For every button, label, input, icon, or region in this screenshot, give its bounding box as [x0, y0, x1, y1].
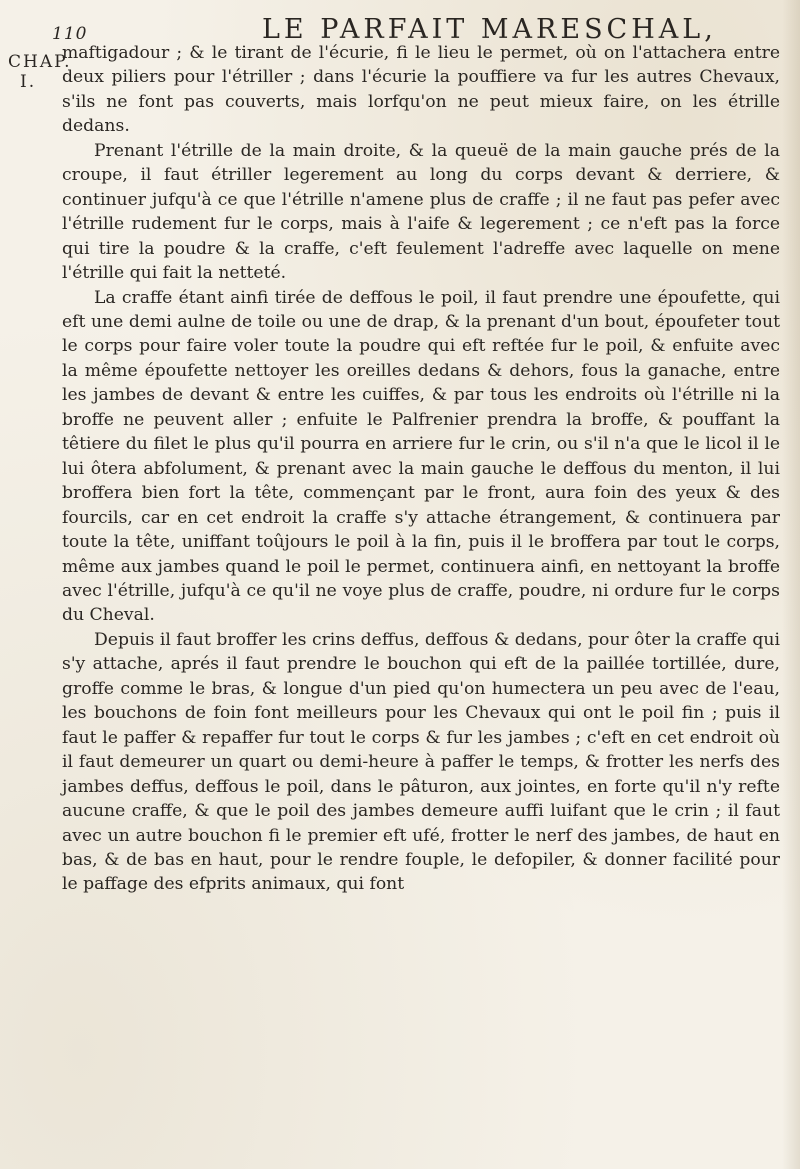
- margin-chapter-number: I.: [20, 72, 37, 92]
- margin-chapter-note: [8, 52, 72, 92]
- paragraph-3: La craffe étant ainfi tirée de deffous le poil, il faut prendre une époufette, qui eft une demi aulne de toile ou une de drap, & la prenant d'un bout, époufeter tout le corps pour faire voler toute la poudre qui eft reftée fur le poil, & enfuite avec la même époufette nettoyer les oreilles dedans & dehors, fous la ganache, entre les jambes de devant & entre les cuiffes, & par tous les endroits où l'étrille ni la broffe ne peuvent aller ; enfuite le Palfrenier prendra la broffe, & pouffant la têtiere du filet le plus qu'il pourra en arriere fur le crin, ou s'il n'a que le licol il le lui ôtera abfolument, & prenant avec la main gauche le deffous du menton, il lui broffera bien fort la tête, commençant par le front, aura foin des yeux & des fourcils, car en cet endroit la craffe s'y attache étrangement, & continuera par toute la tête, uniffant toûjours le poil à la fin, puis il le broffera par tout le corps, même aux jambes quand le poil le permet, continuera ainfi, en nettoyant la broffe avec l'étrille, jufqu'à ce qu'il ne voye plus de craffe, poudre, ni ordure fur le corps du Cheval.: [62, 287, 780, 626]
- margin-chapter-label: CHAP.: [8, 52, 72, 72]
- paragraph-1: maftigadour ; & le tirant de l'écurie, fi le lieu le permet, où on l'attachera entre deux piliers pour l'étriller ; dans l'écurie la pouffiere va fur les autres Chevaux, s'ils ne font pas couverts, mais lorfqu'on ne peut mieux faire, on les étrille dedans.: [62, 43, 780, 137]
- paragraph-4: Depuis il faut broffer les crins deffus, deffous & dedans, pour ôter la craffe qui s'y attache, aprés il faut prendre le bouchon qui eft de la paillée tortillée, dure, groffe comme le bras, & longue d'un pied qu'on humectera un peu avec de l'eau, les bouchons de foin font meilleurs pour les Chevaux qui ont le poil fin ; puis il faut le paffer & repaffer fur tout le corps & fur les jambes ; c'eft en cet endroit où il faut demeurer un quart ou demi-heure à paffer le temps, & frotter les nerfs des jambes deffus, deffous le poil, dans le pâturon, aux jointes, en forte qu'il n'y refte aucune craffe, & que le poil des jambes demeure auffi luifant que le crin ; il faut avec un autre bouchon fi le premier eft ufé, frotter le nerf des jambes, de haut en bas, & de bas en haut, pour le rendre fouple, le defopiler, & donner facilité pour le paffage des efprits animaux, qui font: [62, 629, 780, 895]
- page-edge-shadow: [782, 0, 800, 1169]
- paragraph-2: Prenant l'étrille de la main droite, & la queuë de la main gauche prés de la croupe, il faut étriller legerement au long du corps devant & derriere, & continuer jufqu'à ce que l'étrille n'amene plus de craffe ; il ne faut pas pefer avec l'étrille rudement fur le corps, mais à l'aife & legerement ; ce n'eft pas la force qui tire la poudre & la craffe, c'eft feulement l'adreffe avec laquelle on mene l'étrille qui fait la netteté.: [62, 140, 780, 284]
- body-text: [62, 41, 780, 897]
- running-title: LE PARFAIT MARESCHAL,: [262, 14, 717, 45]
- page-header: [52, 14, 770, 45]
- page-number: 110: [52, 24, 88, 44]
